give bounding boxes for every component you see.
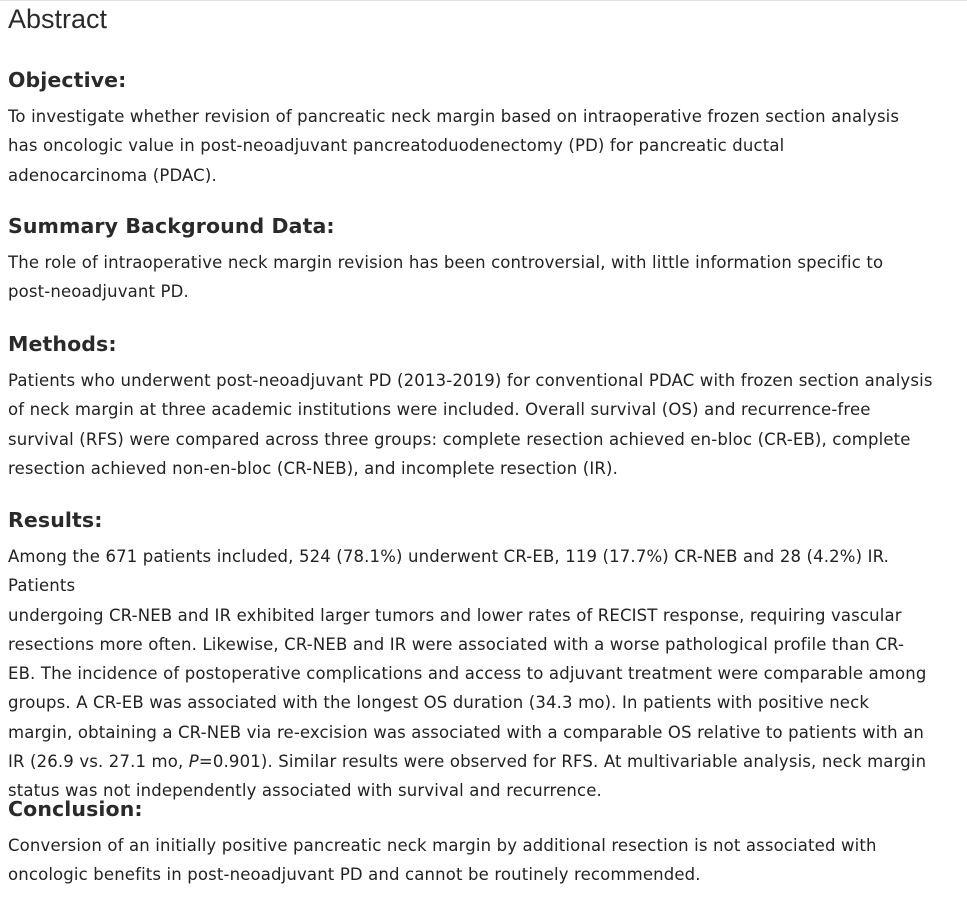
section-summary-background [8,212,956,307]
section-results [8,506,956,806]
section-objective [8,66,956,190]
text-line: has oncologic value in post-neoadjuvant pancreatoduodenectomy (PD) for pancreatic ductal [8,136,785,156]
text-line: adenocarcinoma (PDAC). [8,165,217,185]
text-line: survival (RFS) were compared across three groups: complete resection achieved en-bloc (CR-EB), complete [8,429,911,449]
section-text-conclusion [8,831,956,890]
text-line: To investigate whether revision of pancreatic neck margin based on intraoperative frozen section analysis [8,107,900,126]
text-line: status was not independently associated with survival and recurrence. [8,781,602,801]
text-line: resection achieved non-en-bloc (CR-NEB), and incomplete resection (IR). [8,458,618,478]
section-heading-results: Results: [8,508,103,532]
text-line: The role of intraoperative neck margin revision has been controversial, with little information specific to [8,253,884,272]
text-line: Among the 671 patients included, 524 (78.1%) underwent CR-EB, 119 (17.7%) CR-NEB and 28 (4.2%) IR. Patients [8,547,890,596]
section-heading-summary-background: Summary Background Data: [8,214,335,238]
section-methods [8,330,956,483]
text-line: resections more often. Likewise, CR-NEB and IR were associated with a worse pathological profile than CR- [8,634,905,654]
p-value-label: P [188,752,199,772]
text-line: oncologic benefits in post-neoadjuvant PD and cannot be routinely recommended. [8,865,701,885]
section-conclusion [8,795,956,890]
section-heading-conclusion: Conclusion: [8,797,143,821]
text-line: Conversion of an initially positive pancreatic neck margin by additional resection is not associated with [8,836,877,855]
text-line: groups. A CR-EB was associated with the longest OS duration (34.3 mo). In patients with positive neck [8,693,870,713]
pvalue-text-before: IR (26.9 vs. 27.1 mo, [8,752,189,772]
section-heading-objective: Objective: [8,68,127,92]
text-line: undergoing CR-NEB and IR exhibited larger tumors and lower rates of RECIST response, requiring vascular [8,605,902,625]
abstract-title: Abstract [8,4,108,34]
pvalue-line [8,752,926,771]
top-divider [0,0,967,1]
text-line: EB. The incidence of postoperative complications and access to adjuvant treatment were comparable among [8,664,927,684]
text-line: post-neoadjuvant PD. [8,282,189,302]
section-heading-methods: Methods: [8,332,117,356]
text-line: margin, obtaining a CR-NEB via re-excision was associated with a comparable OS relative to patients with an [8,722,924,742]
pvalue-text-after: =0.901). Similar results were observed for RFS. At multivariable analysis, neck margin [198,752,927,772]
text-line: of neck margin at three academic institutions were included. Overall survival (OS) and recurrence-free [8,400,871,420]
section-text-results [8,542,956,806]
section-text-summary-background [8,248,956,307]
section-text-objective [8,102,956,190]
section-text-methods [8,366,956,483]
text-line: Patients who underwent post-neoadjuvant PD (2013-2019) for conventional PDAC with frozen section analysis [8,371,933,390]
